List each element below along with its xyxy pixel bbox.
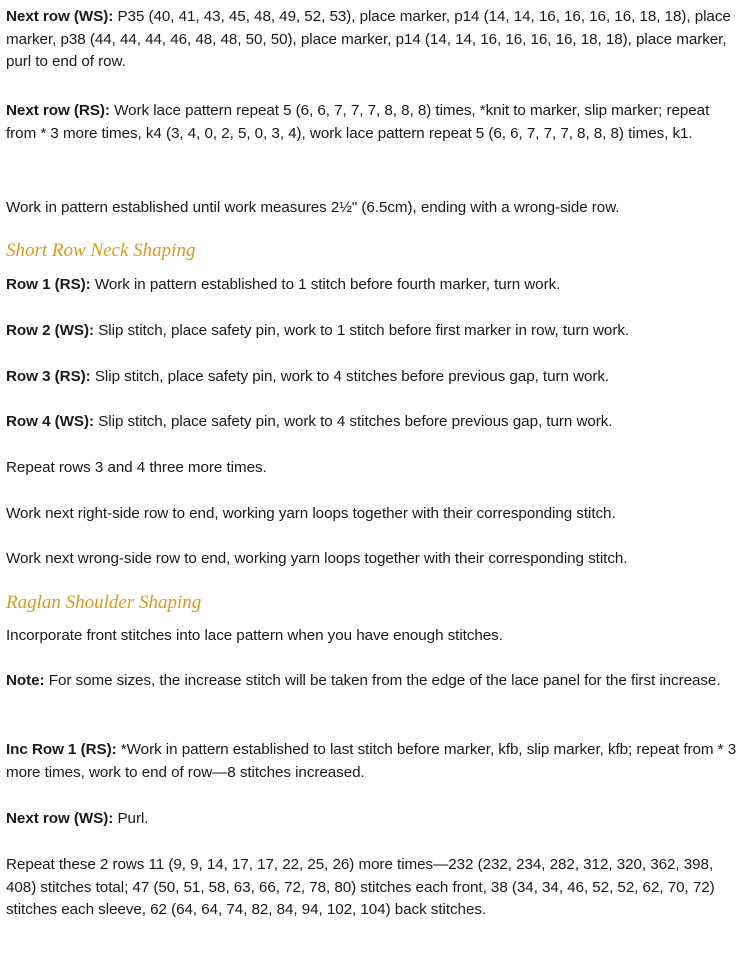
instruction-label: Row 2 (WS):	[6, 322, 95, 339]
instruction-text: P35 (40, 41, 43, 45, 48, 49, 52, 53), place marker, p14 (14, 14, 16, 16, 16, 16, 18, 18), place marker, p38 (44, 44, 44, 46, 48, 48, 50, 50), place marker, p14 (14, 14, 16, 16, 16, 16, 18, 18), place marker, purl to end of row.	[6, 8, 731, 70]
section-heading-short-row-neck-shaping: Short Row Neck Shaping	[6, 240, 196, 261]
section-heading-raglan-shoulder-shaping: Raglan Shoulder Shaping	[6, 592, 202, 613]
instruction-next-row-ws-1	[6, 6, 742, 74]
instruction-label: Row 1 (RS):	[6, 276, 91, 293]
instruction-text: Purl.	[113, 810, 149, 827]
instruction-repeat-rows	[6, 457, 267, 480]
instruction-text: Repeat these 2 rows 11 (9, 9, 14, 17, 17, 22, 25, 26) more times—232 (232, 234, 282, 312, 320, 362, 398, 408) stitches total; 47 (50, 51, 58, 63, 66, 72, 78, 80) stitches each front, 38 (34, 34, 46, 52, 52, 62, 70, 72) stitches each sleeve, 62 (64, 64, 74, 82, 84, 94, 102, 104) back stitches.	[6, 856, 715, 918]
instruction-text: Incorporate front stitches into lace pattern when you have enough stitches.	[6, 627, 503, 644]
instruction-row-1-rs	[6, 274, 560, 297]
instruction-work-in-pattern	[6, 197, 619, 220]
instruction-label: Next row (WS):	[6, 8, 114, 25]
instruction-text: Slip stitch, place safety pin, work to 4 stitches before previous gap, turn work.	[94, 413, 613, 430]
instruction-label: Next row (WS):	[6, 810, 114, 827]
instruction-next-row-ws-2	[6, 808, 148, 831]
instruction-incorporate-front	[6, 625, 503, 648]
instruction-right-side-row	[6, 503, 616, 526]
instruction-row-3-rs	[6, 366, 609, 389]
instruction-row-2-ws	[6, 320, 629, 343]
instruction-note	[6, 670, 721, 693]
instruction-text: Slip stitch, place safety pin, work to 1 stitch before first marker in row, turn work.	[94, 322, 630, 339]
instruction-text: Work in pattern established to 1 stitch before fourth marker, turn work.	[90, 276, 561, 293]
instruction-text: Repeat rows 3 and 4 three more times.	[6, 459, 267, 476]
instruction-label: Row 4 (WS):	[6, 413, 95, 430]
instruction-text: Work next wrong-side row to end, working yarn loops together with their corresponding stitch.	[6, 550, 628, 567]
instruction-wrong-side-row	[6, 548, 627, 571]
instruction-inc-row-1-rs	[6, 739, 742, 784]
instruction-label: Row 3 (RS):	[6, 368, 91, 385]
instruction-text: Work lace pattern repeat 5 (6, 6, 7, 7, 7, 8, 8, 8) times, *knit to marker, slip marker; repeat from * 3 more times, k4 (3, 4, 0, 2, 5, 0, 3, 4), work lace pattern repeat 5 (6, 6, 7, 7, 7, 8, 8, 8) times, k1.	[6, 102, 710, 142]
instruction-text: Slip stitch, place safety pin, work to 4 stitches before previous gap, turn work.	[90, 368, 610, 385]
instruction-text: For some sizes, the increase stitch will be taken from the edge of the lace panel for the first increase.	[44, 672, 721, 689]
instruction-text: Work in pattern established until work measures 2½" (6.5cm), ending with a wrong-side row.	[6, 199, 620, 216]
instruction-text: *Work in pattern established to last stitch before marker, kfb, slip marker, kfb; repeat from * 3 more times, work to end of row—8 stitches increased.	[6, 741, 737, 781]
instruction-label: Note:	[6, 672, 45, 689]
instruction-label: Inc Row 1 (RS):	[6, 741, 117, 758]
instruction-label: Next row (RS):	[6, 102, 110, 119]
instruction-repeat-summary	[6, 854, 742, 922]
instruction-text: Work next right-side row to end, working yarn loops together with their corresponding stitch.	[6, 505, 616, 522]
instruction-next-row-rs-1	[6, 100, 742, 145]
instruction-row-4-ws	[6, 411, 612, 434]
